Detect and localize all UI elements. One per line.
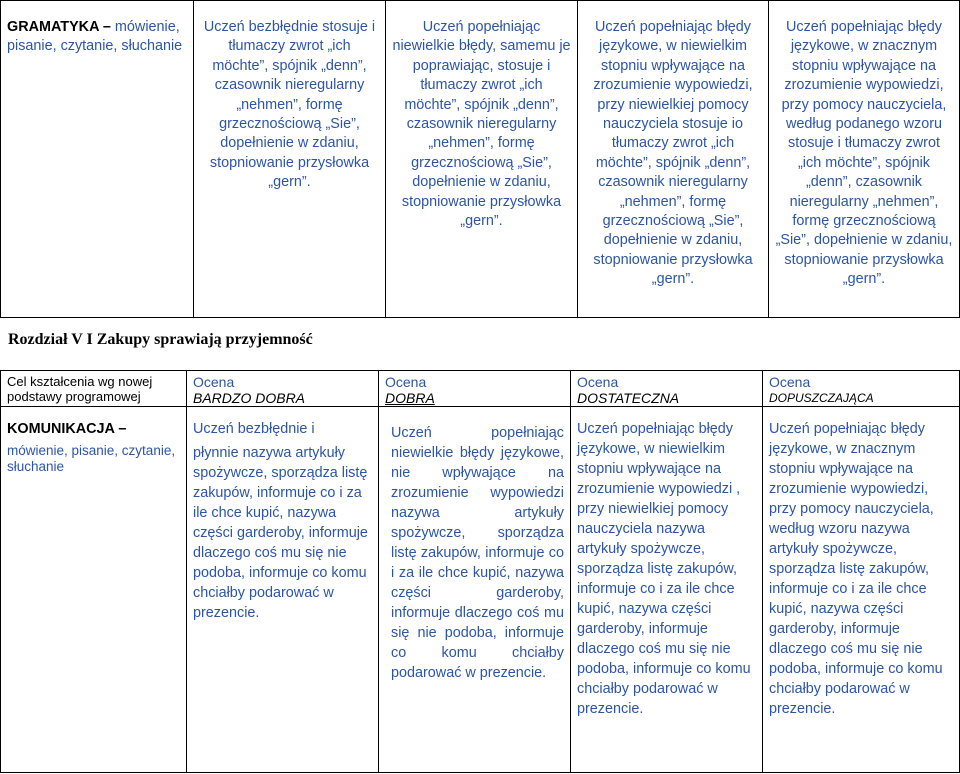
header-dostateczna: Ocena DOSTATECZNA xyxy=(571,371,763,407)
table-header-row xyxy=(1,371,960,407)
skill-cell xyxy=(1,407,187,773)
header-dopuszczajaca: Ocena DOPUSZCZAJĄCA xyxy=(763,371,960,407)
header-dobra: Ocena DOBRA xyxy=(379,371,571,407)
table-row xyxy=(1,407,960,773)
skill-description: mówienie, pisanie, czytanie, słuchanie xyxy=(7,443,176,474)
grade-cell-dostateczna: Uczeń popełniając błędy językowe, w niewielkim stopniu wpływające na zrozumienie wypowiedzi, przy niewielkiej pomocy nauczyciela stosuje io tłumaczy zwrot „ich möchte”, spójnik „denn”, czasownik nieregularny „nehmen”, formę grzecznościową „Sie”, dopełnienie w zdaniu, stopniowanie przysłowka „gern”. xyxy=(578,1,769,318)
grade-cell-bardzo-dobra: Uczeń bezbłędnie stosuje i tłumaczy zwrot „ich möchte”, spójnik „denn”, czasownik nieregularny „nehmen”, formę grzecznościową „Sie”, dopełnienie w zdaniu, stopniowanie przysłowka „gern”. xyxy=(194,1,386,318)
grade-cell-dobra: Uczeń popełniając niewielkie błędy, samemu je poprawiając, stosuje i tłumaczy zwrot „ich möchte”, spójnik „denn”, czasownik nieregularny „nehmen”, formę grzecznościową „Sie”, dopełnienie w zdaniu, stopniowanie przysłowka „gern”. xyxy=(386,1,578,318)
grade-cell-dobra: Uczeń popełniając niewielkie błędy językowe, nie wpływające na zrozumienie wypowiedzi nazywa artykuły spożywcze, sporządza listę zakupów, informuje co i za ile chce kupić, nazywa części garderoby, informuje dlaczego coś mu się nie podoba, informuje co komu chciałby podarować w prezencie. xyxy=(379,407,571,773)
grade-cell-bardzo-dobra: Uczeń bezbłędnie i płynnie nazywa artykuły spożywcze, sporządza listę zakupów, informuje co i za ile chce kupić, nazywa części garderoby, informuje dlaczego coś mu się nie podoba, informuje co komu chciałby podarować w prezencie. xyxy=(187,407,379,773)
grade-cell-dopuszczajaca: Uczeń popełniając błędy językowe, w znacznym stopniu wpływające na zrozumienie wypowiedzi, przy pomocy nauczyciela, według podanego wzoru stosuje i tłumaczy zwrot „ich möchte”, spójnik „denn”, czasownik nieregularny „nehmen”, formę grzecznościową „Sie”, dopełnienie w zdaniu, stopniowanie przysłowka „gern”. xyxy=(769,1,960,318)
communication-criteria-table xyxy=(0,370,960,773)
skill-heading: GRAMATYKA – xyxy=(7,19,111,35)
section-title: Rozdział V I Zakupy sprawiają przyjemność xyxy=(8,331,313,348)
skill-cell xyxy=(1,1,194,318)
header-cel: Cel kształcenia wg nowej podstawy programowej xyxy=(1,371,187,407)
grade-cell-dopuszczajaca: Uczeń popełniając błędy językowe, w znacznym stopniu wpływające na zrozumienie wypowiedzi, przy pomocy nauczyciela, według wzoru nazywa artykuły spożywcze, sporządza listę zakupów, informuje co i za ile chce kupić, nazywa części garderoby, informuje dlaczego coś mu się nie podoba, informuje co komu chciałby podarować w prezencie. xyxy=(763,407,960,773)
grammar-criteria-table xyxy=(0,0,960,318)
header-bardzo-dobra: Ocena BARDZO DOBRA xyxy=(187,371,379,407)
table-row xyxy=(1,1,960,318)
skill-description: mówienie, pisanie, czytanie, słuchanie xyxy=(7,19,183,55)
grade-cell-dostateczna: Uczeń popełniając błędy językowe, w niewielkim stopniu wpływające na zrozumienie wypowiedzi , przy niewielkiej pomocy nauczyciela nazywa artykuły spożywcze, sporządza listę zakupów, informuje co i za ile chce kupić, nazywa części garderoby, informuje dlaczego coś mu się nie podoba, informuje co komu chciałby podarować w prezencie. xyxy=(571,407,763,773)
skill-heading: KOMUNIKACJA – xyxy=(7,421,127,437)
